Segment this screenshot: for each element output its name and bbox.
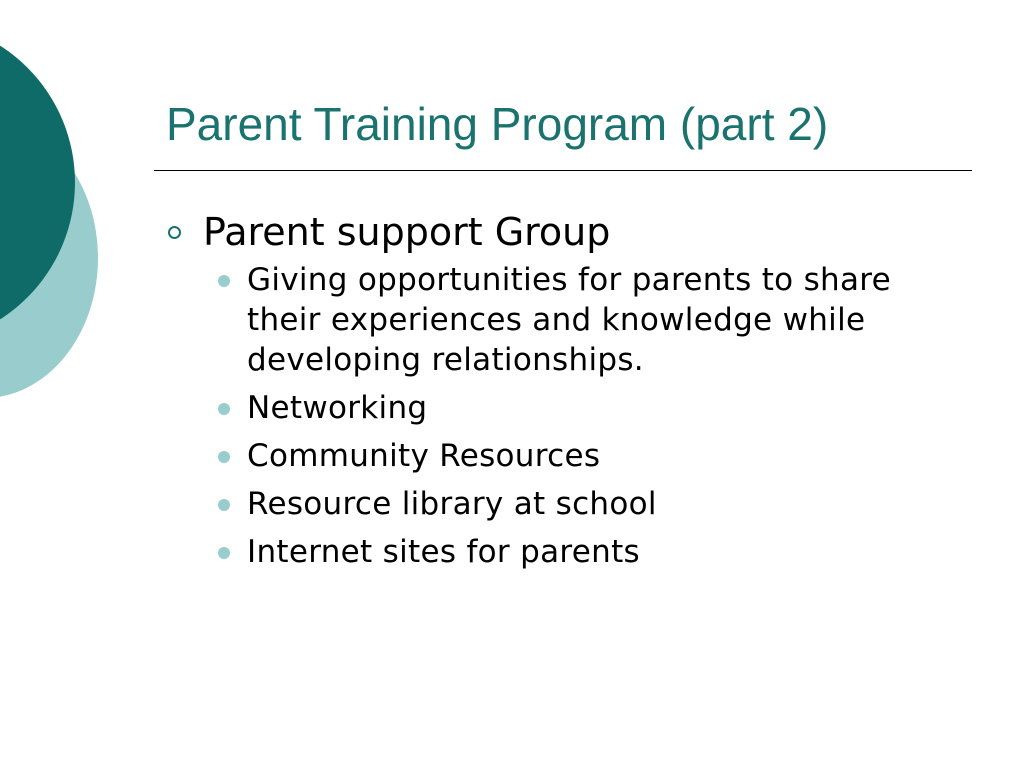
bullet-label: Parent support Group xyxy=(203,210,611,254)
filled-circle-bullet-icon xyxy=(218,547,230,559)
sub-bullet-item xyxy=(166,260,906,380)
slide-body xyxy=(166,208,906,572)
sub-bullet-text: Resource library at school xyxy=(247,486,657,522)
sub-bullet-item xyxy=(166,388,906,428)
sub-bullet-item xyxy=(166,532,906,572)
filled-circle-bullet-icon xyxy=(218,499,230,511)
sub-bullet-text: Networking xyxy=(247,390,428,426)
sub-bullet-text: Giving opportunities for parents to share their experiences and knowledge while developing relationships. xyxy=(247,262,892,378)
bullet-parent-support-group xyxy=(166,208,906,256)
slide-title: Parent Training Program (part 2) xyxy=(166,98,829,150)
filled-circle-bullet-icon xyxy=(218,451,230,463)
filled-circle-bullet-icon xyxy=(218,403,230,415)
filled-circle-bullet-icon xyxy=(218,275,230,287)
sub-bullet-item xyxy=(166,436,906,476)
sub-bullet-text: Community Resources xyxy=(247,438,601,474)
title-divider xyxy=(154,170,972,171)
sub-bullet-text: Internet sites for parents xyxy=(247,534,640,570)
hollow-circle-bullet-icon xyxy=(168,226,181,239)
sub-bullet-item xyxy=(166,484,906,524)
sub-bullet-list xyxy=(166,260,906,572)
